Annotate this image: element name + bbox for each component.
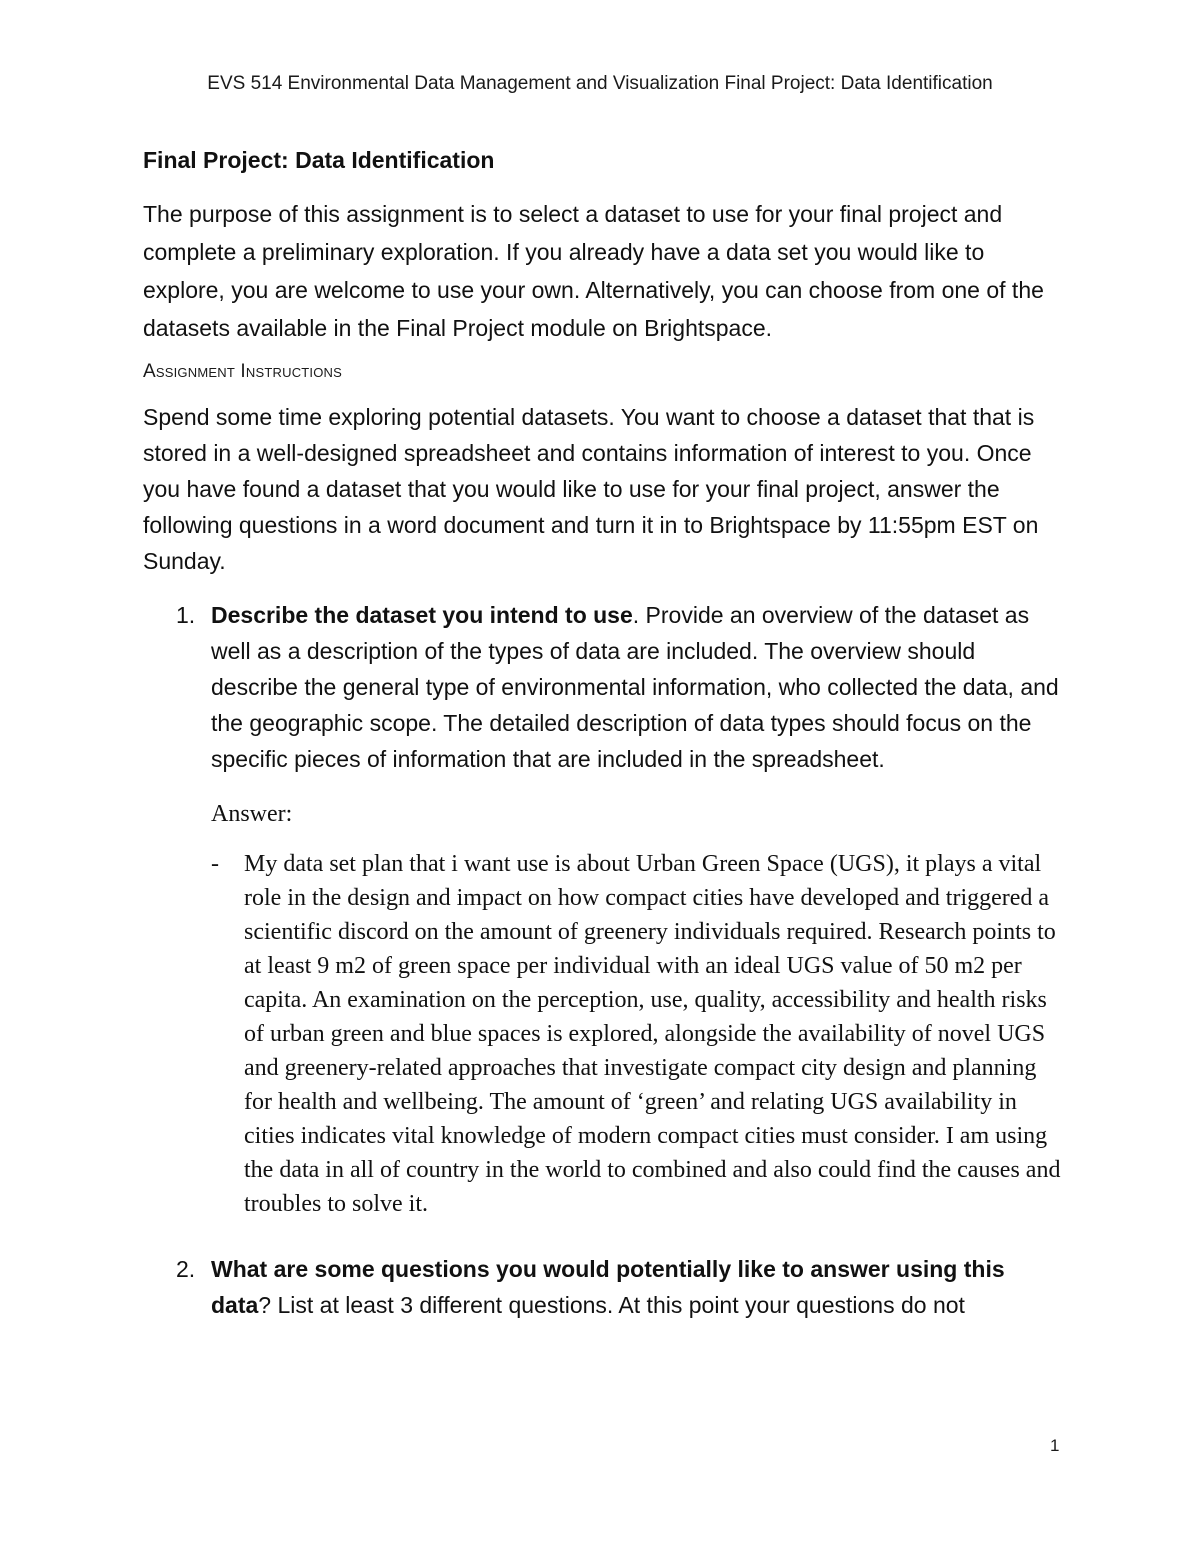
question-number: 2. bbox=[176, 1256, 196, 1282]
document-title: Final Project: Data Identification bbox=[143, 147, 495, 173]
answer-label: Answer: bbox=[211, 801, 293, 827]
section-heading: Assignment Instructions bbox=[143, 361, 343, 382]
question-lead: Describe the dataset you intend to use bbox=[211, 602, 633, 628]
answer-text: My data set plan that i want use is about Urban Green Space (UGS), it plays a vital role in the design and impact on how compact cities have developed and triggered a scientific discord on the amount of greenery individuals required. Research points to at least 9 m2 of green space per individual with an ideal UGS value of 50 m2 per capita. An examination on the perception, use, quality, accessibility and health risks of urban green and blue spaces is explored, alongside the availability of novel UGS and greenery-related approaches that investigate compact city design and planning for health and wellbeing. The amount of ‘green’ and relating UGS availability in cities indicates vital knowledge of modern compact cities must consider. I am using the data in all of country in the world to combined and also could find the causes and troubles to solve it. bbox=[244, 851, 1061, 1217]
question-item bbox=[143, 1251, 1063, 1323]
page-number: 1 bbox=[1050, 1436, 1060, 1455]
question-lead: What are some questions you would potentially like to answer using this data bbox=[211, 1256, 1005, 1318]
instructions-paragraph: Spend some time exploring potential datasets. You want to choose a dataset that that is stored in a well-designed spreadsheet and contains information of interest to you. Once you have found a dataset that you would like to use for your final project, answer the following questions in a word document and turn it in to Brightspace by 11:55pm EST on Sunday. bbox=[143, 404, 1039, 574]
document-body bbox=[143, 143, 1063, 1323]
question-list bbox=[143, 597, 1063, 1323]
question-number: 1. bbox=[176, 602, 196, 628]
page-header: EVS 514 Environmental Data Management and Visualization Final Project: Data Identification bbox=[207, 73, 993, 94]
question-item bbox=[143, 597, 1063, 1221]
intro-paragraph: The purpose of this assignment is to select a dataset to use for your final project and complete a preliminary exploration. If you already have a data set you would like to explore, you are welcome to use your own. Alternatively, you can choose from one of the datasets available in the Final Project module on Brightspace. bbox=[143, 201, 1044, 341]
answer-item bbox=[211, 847, 1063, 1221]
question-text: . Provide an overview of the dataset as well as a description of the types of data are included. The overview should describe the general type of environmental information, who collected the data, and the geographic scope. The detailed description of data types should focus on the specific pieces of information that are included in the spreadsheet. bbox=[211, 602, 1059, 772]
answer-bullet: - bbox=[211, 851, 219, 877]
question-text: ? List at least 3 different questions. At this point your questions do not bbox=[258, 1292, 965, 1318]
